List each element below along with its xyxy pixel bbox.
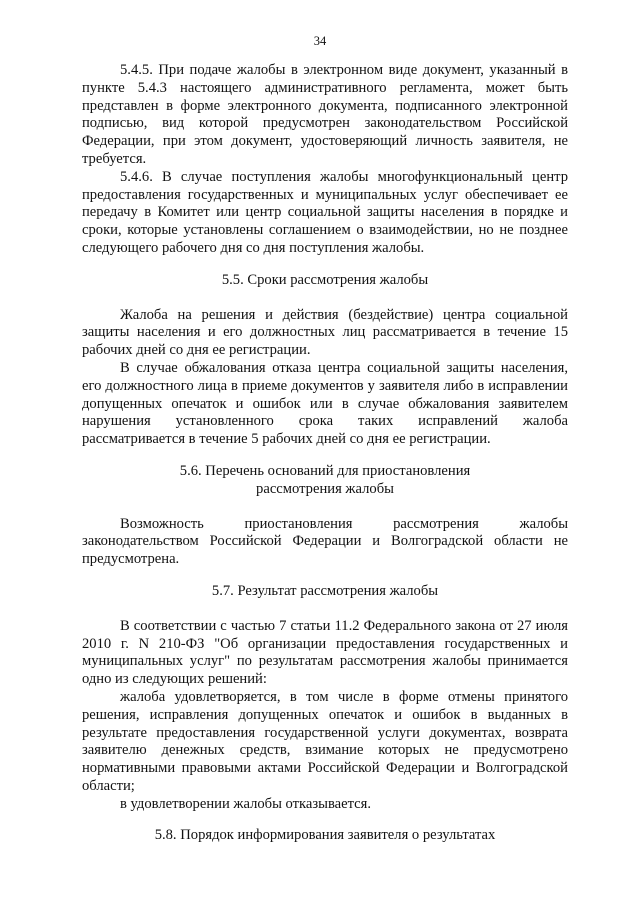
section-heading-5-6: 5.6. Перечень оснований для приостановления рассмотрения жалобы (179, 462, 471, 497)
section-heading-5-8: 5.8. Порядок информирования заявителя о результатах (154, 827, 496, 844)
document-body (82, 62, 568, 845)
section-heading-5-5: 5.5. Сроки рассмотрения жалобы (221, 271, 429, 288)
section-heading-5-7: 5.7. Результат рассмотрения жалобы (211, 582, 439, 599)
paragraph-complaint-rejected: в удовлетворении жалобы отказывается. (120, 795, 372, 812)
paragraph-suspension: Возможность приостановления рассмотрения жалобы законодательством Российской Федерации и Волгоградской области не предусмотрена. (82, 515, 568, 568)
paragraph-complaint-satisfied: жалоба удовлетворяется, в том числе в форме отмены принятого решения, исправления допущенных опечаток и ошибок в выданных в результате предоставления государственной услуги документах, возврата заявителю денежных средств, взимание которых не предусмотрено нормативными правовыми актами Российской Федерации и Волгоградской области; (82, 688, 568, 794)
paragraph-5-4-5: 5.4.5. При подаче жалобы в электронном виде документ, указанный в пункте 5.4.3 настоящего административного регламента, может быть представлен в форме электронного документа, подписанного электронной подписью, вид которой предусмотрен законодательством Российской Федерации, при этом документ, удостоверяющий личность заявителя, не требуется. (82, 62, 568, 167)
paragraph-complaint-term: Жалоба на решения и действия (бездействие) центра социальной защиты населения и его должностных лиц рассматривается в течение 15 рабочих дней со дня ее регистрации. (82, 306, 568, 359)
paragraph-decision-basis: В соответствии с частью 7 статьи 11.2 Федерального закона от 27 июля 2010 г. N 210-ФЗ "Об организации предоставления государственных и муниципальных услуг" по результатам рассмотрения жалобы принимается одно из следующих решений: (82, 617, 568, 688)
paragraph-5-4-6: 5.4.6. В случае поступления жалобы многофункциональный центр предоставления государственных и муниципальных услуг обеспечивает ее передачу в Комитет или центр социальной защиты населения в порядке и сроки, которые установлены соглашением о взаимодействии, но не позднее следующего рабочего дня со дня поступления жалобы. (82, 168, 568, 256)
paragraph-refusal-appeal: В случае обжалования отказа центра социальной защиты населения, его должностного лица в приеме документов у заявителя либо в исправлении допущенных опечаток и ошибок или в случае обжалования заявителем нарушения установленного срока таких исправлений жалоба рассматривается в течение 5 рабочих дней со дня ее регистрации. (82, 359, 568, 448)
page-number: 34 (313, 34, 327, 48)
